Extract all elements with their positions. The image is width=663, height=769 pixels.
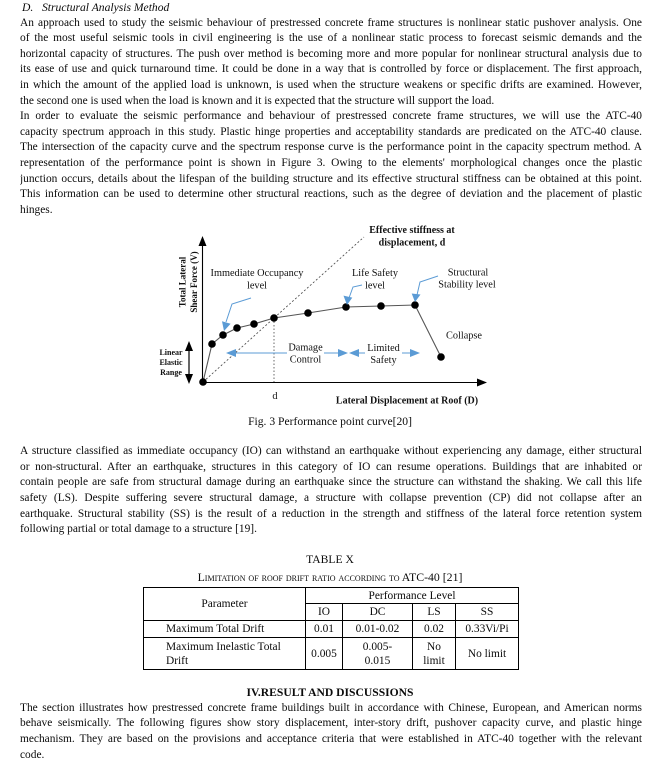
text-line: representation of the performance point is shown in Figure 3. Owing to the elements' morphological changes once the plastic bbox=[20, 156, 642, 169]
text-line: An approach used to study the seismic behaviour of prestressed concrete frame structures is nonlinear static pushover analysis. One bbox=[20, 16, 642, 29]
y-axis bbox=[199, 236, 207, 382]
curve-point bbox=[219, 331, 227, 339]
text-line: A structure classified as immediate occupancy (IO) can withstand an earthquake without experiencing any damage, either structural bbox=[20, 445, 642, 458]
header-parameter: Parameter bbox=[144, 588, 306, 621]
curve-point bbox=[342, 303, 350, 311]
section-heading bbox=[20, 0, 642, 16]
arrow-up-icon bbox=[199, 236, 207, 246]
collapse-label: Collapse bbox=[445, 330, 483, 342]
header-performance-level: Performance Level bbox=[306, 588, 519, 604]
cell-text: 0.01 bbox=[314, 623, 334, 635]
table-header-row bbox=[144, 588, 519, 604]
header-level-dc: DC bbox=[343, 604, 413, 621]
life-safety-pointer bbox=[344, 285, 363, 305]
arrow-down-icon bbox=[185, 374, 193, 384]
text-line: In order to evaluate the seismic performance and behaviour of prestressed concrete frame structures, we will use the ATC-40 bbox=[20, 110, 642, 123]
effective-stiffness-label: Effective stiffness at bbox=[369, 225, 455, 236]
text-line: code. bbox=[20, 748, 45, 761]
linear-elastic-range-arrow bbox=[185, 341, 193, 384]
header-level-ls: LS bbox=[413, 604, 456, 621]
damage-control-label: Control bbox=[289, 354, 322, 366]
cell-text: 0.005 bbox=[311, 647, 337, 660]
text-line: behave seismically. The following figures show story displacement, inter-story drift, pushover capacity curve, and plastic hinge bbox=[20, 717, 642, 730]
arrow-right-icon bbox=[410, 349, 420, 357]
curve-point bbox=[208, 340, 216, 348]
text-line: hinges. bbox=[20, 203, 53, 216]
section-title: Structural Analysis Method bbox=[42, 1, 170, 14]
text-line: in which the amount of the applied load is unknown, is used when the structure weakens or specific drifts are examined. However, bbox=[20, 78, 642, 91]
text-line: contain people are safe from structural damage during an earthquake since the structure can withstand the shaking. We call this life bbox=[20, 476, 642, 489]
drift-ratio-limit-table bbox=[143, 587, 519, 670]
text-line: The section illustrates how prestressed concrete frame buildings built in accordance with Chinese, European, and American norms bbox=[20, 701, 642, 714]
text-line: following partial or total damage to a structure [19]. bbox=[20, 523, 257, 536]
y-axis-label: Shear Force (V) bbox=[189, 251, 199, 313]
row-parameter bbox=[144, 638, 306, 670]
paragraph-atc40 bbox=[20, 109, 642, 218]
y-axis-label: Total Lateral bbox=[177, 256, 188, 308]
arrow-down-icon bbox=[222, 321, 231, 331]
structural-stability-label: Structural bbox=[447, 267, 489, 279]
curve-point bbox=[233, 324, 241, 332]
section-iv-heading: IV.RESULT AND DISCUSSIONS bbox=[246, 686, 414, 699]
linear-elastic-range-label: Range bbox=[160, 368, 182, 377]
cell-text: 0.005- bbox=[362, 640, 393, 653]
effective-stiffness-line bbox=[203, 237, 364, 382]
immediate-occupancy-label: Immediate Occupancy bbox=[210, 268, 304, 279]
table-number: TABLE X bbox=[306, 553, 354, 566]
figure-caption: Fig. 3 Performance point curve[20] bbox=[248, 415, 412, 428]
table-title: Limitation of roof drift ratio according to ATC-40 [21] bbox=[197, 570, 463, 584]
linear-elastic-range-label: Elastic bbox=[159, 358, 183, 367]
arrow-down-icon bbox=[412, 294, 421, 303]
header-level-ss: SS bbox=[456, 604, 519, 621]
x-axis-label: Lateral Displacement at Roof (D) bbox=[335, 395, 479, 407]
performance-point-curve-figure bbox=[150, 218, 500, 410]
row-parameter bbox=[144, 621, 306, 638]
text-line: the second one is used when the load is known and it is expected that the structure will support the load. bbox=[20, 94, 495, 107]
text-line: horizontal capacity of structures. The push over method is becoming more and more popular for nonlinear structural analysis due to bbox=[20, 47, 642, 60]
life-safety-label: level bbox=[364, 280, 386, 292]
curve-point bbox=[411, 301, 419, 309]
life-safety-label: Life Safety bbox=[351, 268, 399, 279]
displacement-d-label: d bbox=[272, 391, 278, 402]
curve-point bbox=[437, 353, 445, 361]
text-line: The intersection of the capacity curve and the spectrum response curve is the performance point in the capacity spectrum method. A bbox=[20, 141, 642, 154]
text-line: junction occurs, details about the lifespan of the building structure and its effective structural stiffness can be obtained at this point. bbox=[20, 172, 642, 185]
arrow-right-icon bbox=[477, 379, 487, 387]
limited-safety-label: Safety bbox=[370, 355, 397, 366]
cell-text: 0.01-0.02 bbox=[355, 623, 400, 635]
cell-ls bbox=[413, 638, 456, 670]
immediate-occupancy-label: level bbox=[246, 280, 268, 292]
linear-elastic-range-label: Linear bbox=[159, 348, 183, 357]
structural-stability-pointer bbox=[412, 276, 438, 302]
cell-text: 0.02 bbox=[424, 623, 444, 635]
text-line: or non-structural. After an earthquake, structures in this category of IO can resume operations. Buildings that are inhabited or bbox=[20, 460, 642, 473]
text-line: earthquake. Structural stability (SS) is the result of a reduction in the strength and stiffness of the lateral force retention system bbox=[20, 507, 642, 520]
x-axis bbox=[203, 379, 488, 387]
table-row bbox=[144, 638, 519, 670]
cell-io bbox=[306, 638, 343, 670]
cell-ss bbox=[456, 621, 519, 638]
header-level-io: IO bbox=[306, 604, 343, 621]
text-line: mechanism. They are based on the provisions and acceptance criteria that were established in ATC-40 together with the relevant bbox=[20, 732, 642, 745]
cell-text: No limit bbox=[467, 647, 507, 660]
paragraph-pushover bbox=[20, 16, 642, 110]
paragraph-performance-levels bbox=[20, 444, 642, 538]
cell-text: 0.015 bbox=[364, 654, 391, 667]
cell-dc bbox=[343, 638, 413, 670]
arrow-up-icon bbox=[185, 341, 193, 351]
curve-point bbox=[304, 309, 312, 317]
arrow-left-icon bbox=[226, 349, 236, 357]
effective-stiffness-label: displacement, d bbox=[378, 237, 446, 249]
structural-stability-label: Stability level bbox=[438, 279, 496, 291]
cell-dc bbox=[343, 621, 413, 638]
cell-text: limit bbox=[423, 654, 445, 667]
cell-io bbox=[306, 621, 343, 638]
damage-control-label: Damage bbox=[288, 342, 323, 354]
section-structural-analysis bbox=[20, 0, 642, 218]
curve-point bbox=[250, 320, 258, 328]
cell-ls bbox=[413, 621, 456, 638]
cell-text: Maximum Inelastic Total bbox=[166, 640, 281, 653]
paragraph-results-intro bbox=[20, 701, 642, 763]
cell-text: No bbox=[427, 640, 441, 653]
arrow-right-icon bbox=[338, 349, 348, 357]
text-line: This information can be used to determine other structural reactions, such as the degree of deviation and the placement of plastic bbox=[20, 188, 642, 201]
cell-text: 0.33Vi/Pi bbox=[465, 623, 509, 635]
limited-safety-label: Limited bbox=[367, 343, 400, 354]
curve-point bbox=[377, 302, 385, 310]
cell-text: Drift bbox=[166, 654, 189, 667]
text-line: its ease of use and quick turnaround time. It could be done in a way that is controlled by force or displacement. The first approach, bbox=[20, 63, 642, 76]
curve-point bbox=[199, 378, 207, 386]
arrow-left-icon bbox=[349, 349, 359, 357]
text-line: of the most useful seismic tools in civil engineering is the use of a nonlinear static process to forecast seismic demands and the bbox=[20, 32, 642, 45]
section-number: D. bbox=[22, 1, 34, 14]
table-row bbox=[144, 621, 519, 638]
text-line: capacity spectrum approach in this study. Plastic hinge properties and acceptability standards are predicated on the ATC-40 clause. bbox=[20, 125, 642, 138]
cell-ss bbox=[456, 638, 519, 670]
curve-point bbox=[270, 314, 278, 322]
cell-text: Maximum Total Drift bbox=[166, 623, 265, 635]
text-line: safety (LS). Despite suffering severe structural damage, a structure with collapse prevention (CP) did not collapse after an bbox=[20, 491, 642, 504]
